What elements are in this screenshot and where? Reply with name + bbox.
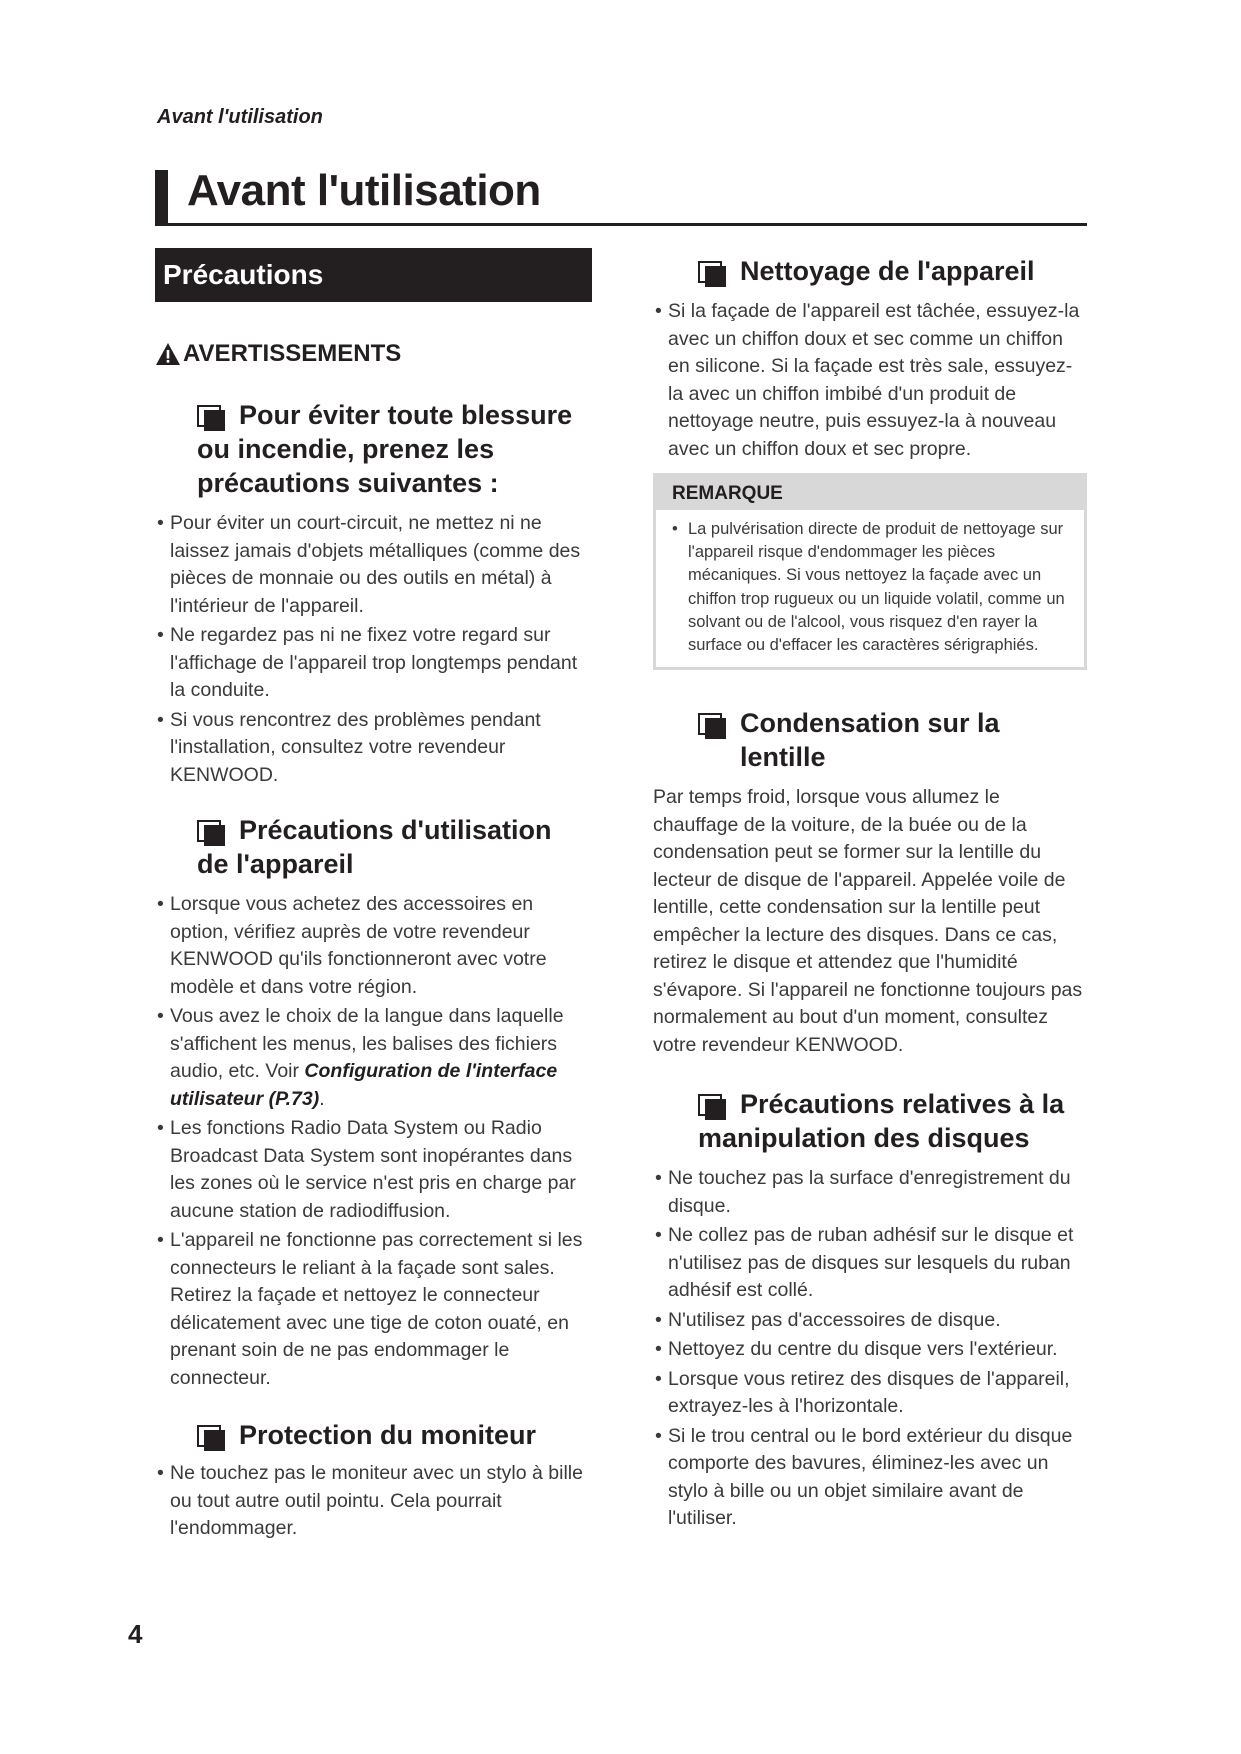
- subheading-line: Condensation sur la lentille: [740, 708, 1000, 773]
- section-square-icon: [698, 1094, 726, 1120]
- list-item: • Pour éviter un court-circuit, ne mettez ni ne laissez jamais d'objets métalliques (comme des pièces de monnaie ou des outils en métal) à l'intérieur de l'appareil.: [155, 510, 592, 620]
- list-item: • Les fonctions Radio Data System ou Radio Broadcast Data System sont inopérantes dans les zones où le service n'est pris en charge par aucune station de radiodiffusion.: [155, 1115, 592, 1225]
- subheading-line: précautions suivantes :: [197, 468, 499, 498]
- monitor-list: [155, 1460, 592, 1543]
- subheading-injury: [197, 398, 592, 500]
- subheading-line: ou incendie, prenez les: [197, 434, 495, 464]
- list-item: • Si le trou central ou le bord extérieur du disque comporte des bavures, éliminez-les avec un stylo à bille ou un objet similaire avant de l'utiliser.: [653, 1423, 1087, 1533]
- subheading-line: Précautions relatives à la: [740, 1089, 1065, 1120]
- subheading-usage: [197, 813, 592, 881]
- left-column: [155, 248, 592, 1545]
- section-square-icon: [197, 1425, 225, 1451]
- subheading-line: Protection du moniteur: [239, 1420, 536, 1450]
- subheading-monitor: [197, 1418, 592, 1452]
- section-square-icon: [698, 261, 726, 287]
- list-item: [155, 1003, 592, 1113]
- subheading-line: Précautions d'utilisation: [239, 815, 552, 845]
- section-square-icon: [197, 820, 225, 846]
- list-item: • Lorsque vous achetez des accessoires en option, vérifiez auprès de votre revendeur KENWOOD qu'ils fonctionneront avec votre modèle et dans votre région.: [155, 891, 592, 1001]
- right-column: [653, 254, 1087, 1535]
- section-square-icon: [197, 405, 225, 431]
- chapter-bar: [155, 170, 168, 223]
- warning-triangle-icon: [155, 342, 181, 366]
- subheading-line: Nettoyage de l'appareil: [740, 256, 1035, 286]
- warning-heading: [155, 340, 592, 368]
- list-item: • N'utilisez pas d'accessoires de disque.: [653, 1307, 1087, 1335]
- page-number: 4: [128, 1619, 143, 1649]
- running-head: Avant l'utilisation: [157, 106, 323, 128]
- list-item: • Ne touchez pas le moniteur avec un stylo à bille ou tout autre outil pointu. Cela pourrait l'endommager.: [155, 1460, 592, 1543]
- section-square-icon: [698, 713, 726, 739]
- list-item: • Ne collez pas de ruban adhésif sur le disque et n'utilisez pas de disques sur lesquels du ruban adhésif est collé.: [653, 1222, 1087, 1305]
- list-item: • Ne touchez pas la surface d'enregistrement du disque.: [653, 1165, 1087, 1220]
- list-item: • L'appareil ne fonctionne pas correctement si les connecteurs le reliant à la façade sont sales. Retirez la façade et nettoyez le connecteur délicatement avec une tige de coton ouaté, en prenant soin de ne pas endommager le connecteur.: [155, 1227, 592, 1392]
- note-list: [656, 510, 1084, 667]
- list-item-text: Vous avez le choix de la langue dans laquelle s'affichent les menus, les balises des fichiers audio, etc. Voir: [170, 1005, 564, 1082]
- note-box: [653, 473, 1087, 670]
- usage-list: [155, 891, 592, 1392]
- subheading-cleaning: [698, 254, 1087, 288]
- subheading-line: Pour éviter toute blessure: [239, 400, 573, 430]
- subheading-line: manipulation des disques: [698, 1123, 1030, 1154]
- list-item: • Ne regardez pas ni ne fixez votre regard sur l'affichage de l'appareil trop longtemps pendant la conduite.: [155, 622, 592, 705]
- warning-heading-text: AVERTISSEMENTS: [183, 340, 402, 367]
- chapter-title: Avant l'utilisation: [187, 166, 541, 215]
- discs-list: [653, 1165, 1087, 1533]
- chapter-heading: [155, 166, 1087, 226]
- cross-reference-link[interactable]: Configuration de l'interface utilisateur (P.73): [170, 1060, 558, 1110]
- subheading-discs: [698, 1087, 1087, 1155]
- section-header-precautions: Précautions: [155, 248, 592, 302]
- cleaning-list: [653, 298, 1087, 463]
- injury-list: [155, 510, 592, 789]
- list-item: • Nettoyez du centre du disque vers l'extérieur.: [653, 1336, 1087, 1364]
- list-item: • Si vous rencontrez des problèmes pendant l'installation, consultez votre revendeur KENWOOD.: [155, 707, 592, 790]
- note-title: REMARQUE: [656, 476, 1084, 510]
- subheading-condensation: [698, 706, 1087, 774]
- condensation-paragraph: Par temps froid, lorsque vous allumez le chauffage de la voiture, de la buée ou de la condensation peut se former sur la lentille du lecteur de disque de l'appareil. Appelée voile de lentille, cette condensation sur la lentille peut empêcher la lecture des disques. Dans ce cas, retirez le disque et attendez que l'humidité s'évapore. Si l'appareil ne fonctionne toujours pas normalement au bout d'un moment, consultez votre revendeur KENWOOD.: [653, 786, 1083, 1056]
- list-item: • Lorsque vous retirez des disques de l'appareil, extrayez-les à l'horizontale.: [653, 1366, 1087, 1421]
- list-item: • La pulvérisation directe de produit de nettoyage sur l'appareil risque d'endommager les pièces mécaniques. Si vous nettoyez la façade avec un chiffon trop rugueux ou un liquide volatil, comme un solvant ou de l'alcool, vous risquez d'en rayer la surface ou d'effacer les caractères sérigraphiés.: [670, 518, 1074, 657]
- subheading-line: de l'appareil: [197, 849, 354, 879]
- list-item: • Si la façade de l'appareil est tâchée, essuyez-la avec un chiffon doux et sec comme un chiffon en silicone. Si la façade est très sale, essuyez-la avec un chiffon imbibé d'un produit de nettoyage neutre, puis essuyez-la à nouveau avec un chiffon doux et sec propre.: [653, 298, 1087, 463]
- list-item-text: .: [319, 1087, 325, 1110]
